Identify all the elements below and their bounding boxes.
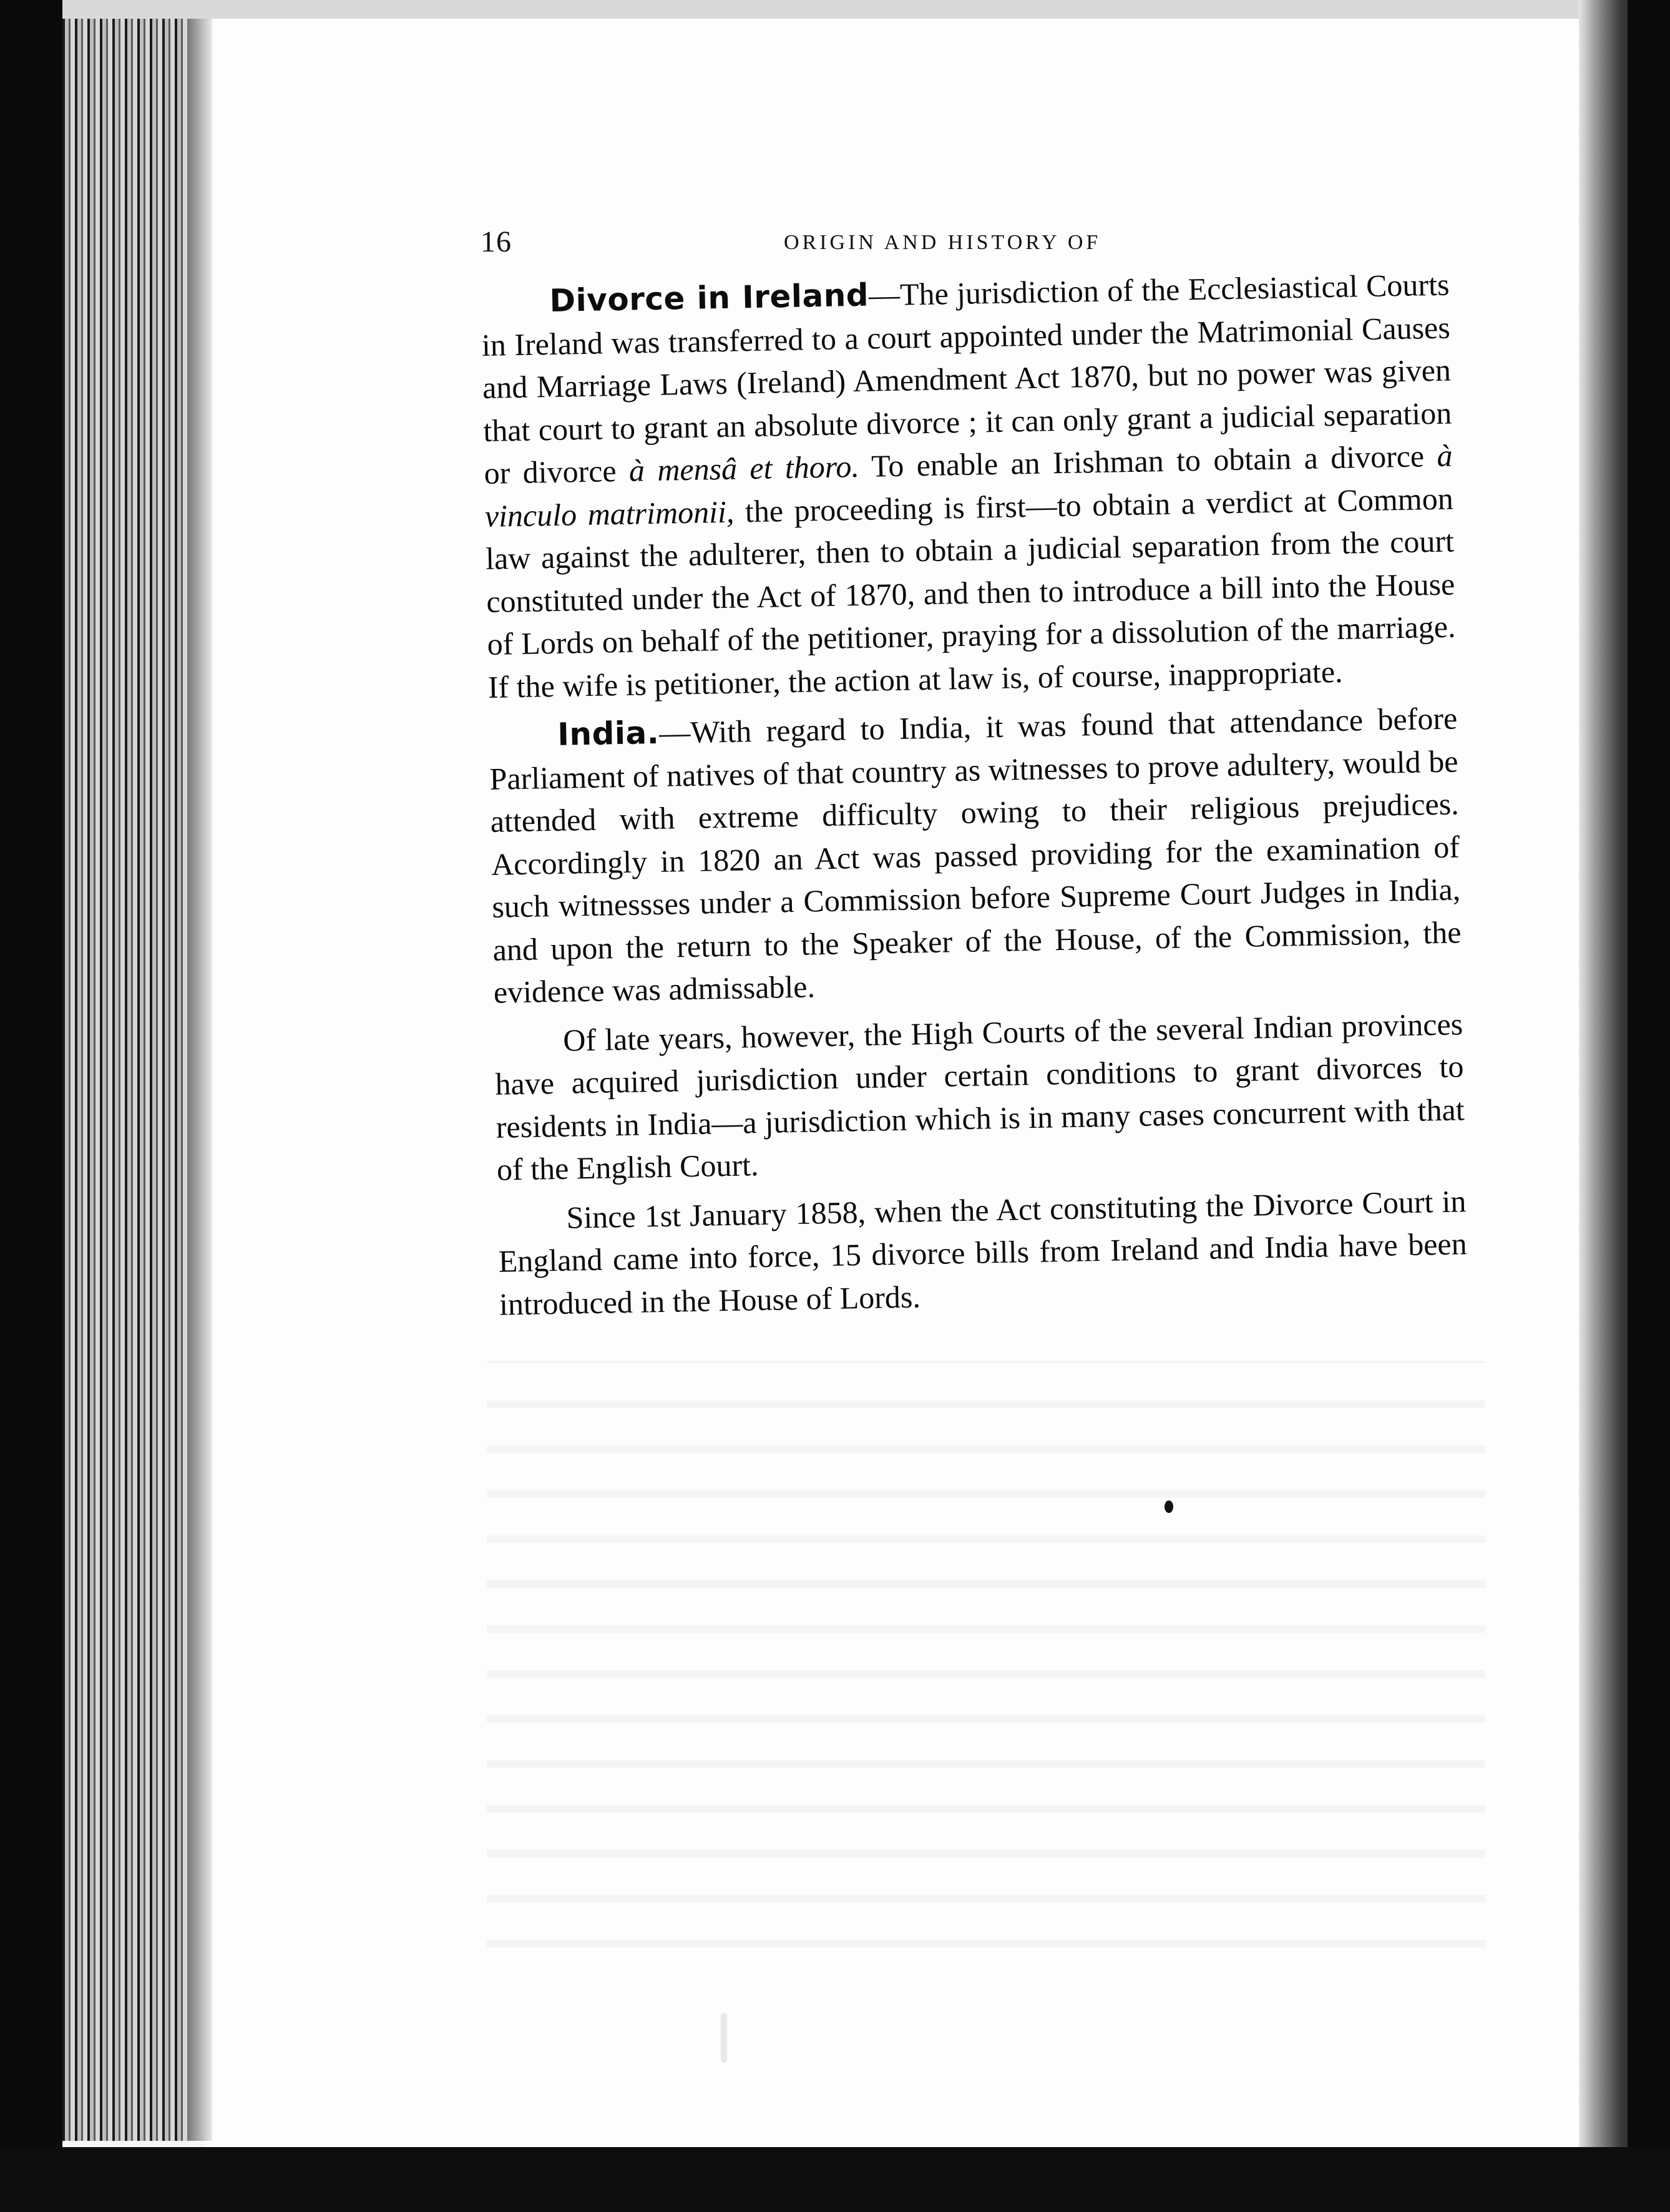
page-header <box>481 225 1479 262</box>
left-scan-border <box>0 0 62 2212</box>
sidehead-india: India. <box>557 714 660 753</box>
ireland-text-3: the proceeding is first—to obtain a verdict at Common law against the adulterer, then to obtain a judicial separation from the court constituted under the Act of 1870, and then to introduce a bill into the House of Lords on behalf of the petitioner, praying for a dissolution of the marriage. If the wife is petitioner, the action at law is, of course, inappropriate. <box>485 481 1456 705</box>
text-column <box>481 263 1468 1326</box>
latin-phrase-mensa: à mensâ et thoro. <box>628 448 860 488</box>
gutter-shadow <box>187 19 212 2141</box>
paragraph-divorce-in-ireland <box>481 263 1457 708</box>
sidehead-divorce-in-ireland: Divorce in Ireland <box>549 276 869 319</box>
bottom-scan-border <box>0 2147 1670 2212</box>
book-page-edges <box>62 19 193 2141</box>
paragraph-india <box>489 697 1463 1014</box>
latin-phrase-vinculo: à vinculo matrimonii, <box>484 438 1453 534</box>
paragraph-since-1858 <box>497 1180 1468 1326</box>
scan-artifact-mark <box>721 2013 727 2063</box>
ireland-text-1: —The jurisdiction of the Ecclesiastical Courts in Ireland was transferred to a court appointed under the Matrimonial Causes and Marriage Laws (Ireland) Amendment Act 1870, but no power was given that court to grant an absolute divorce ; it can only grant a judicial separation or divorce <box>481 267 1452 491</box>
ireland-text-2: To enable an Irishman to obtain a divorce <box>859 438 1437 484</box>
top-scan-strip <box>62 0 1604 19</box>
page-number: 16 <box>481 225 512 258</box>
since-1858-text: Since 1st January 1858, when the Act constituting the Divorce Court in England came into force, 15 divorce bills from Ireland and India have been introduced in the House of Lords. <box>498 1183 1468 1322</box>
india-text: —With regard to India, it was found that attendance before Parliament of natives of that country as witnesses to prove adultery, would be attended with extreme difficulty owing to their religious prejudices. Accordingly in 1820 an Act was passed providing for the examination of such witnessses under a Commission before Supreme Court Judges in India, and upon the return to the Speaker of the House, of the Commission, the evidence was admissable. <box>489 700 1462 1010</box>
ink-dot <box>1165 1500 1173 1513</box>
running-head: ORIGIN AND HISTORY OF <box>784 231 1101 254</box>
high-courts-text: Of late years, however, the High Courts of the several Indian provinces have acquired jurisdiction under certain conditions to grant divorces to residents in India—a jurisdiction which is in many cases concurrent with that of the English Court. <box>495 1006 1465 1187</box>
right-scan-border <box>1628 0 1670 2212</box>
bleed-through-text <box>487 1361 1485 1985</box>
paragraph-high-courts <box>494 1002 1466 1191</box>
